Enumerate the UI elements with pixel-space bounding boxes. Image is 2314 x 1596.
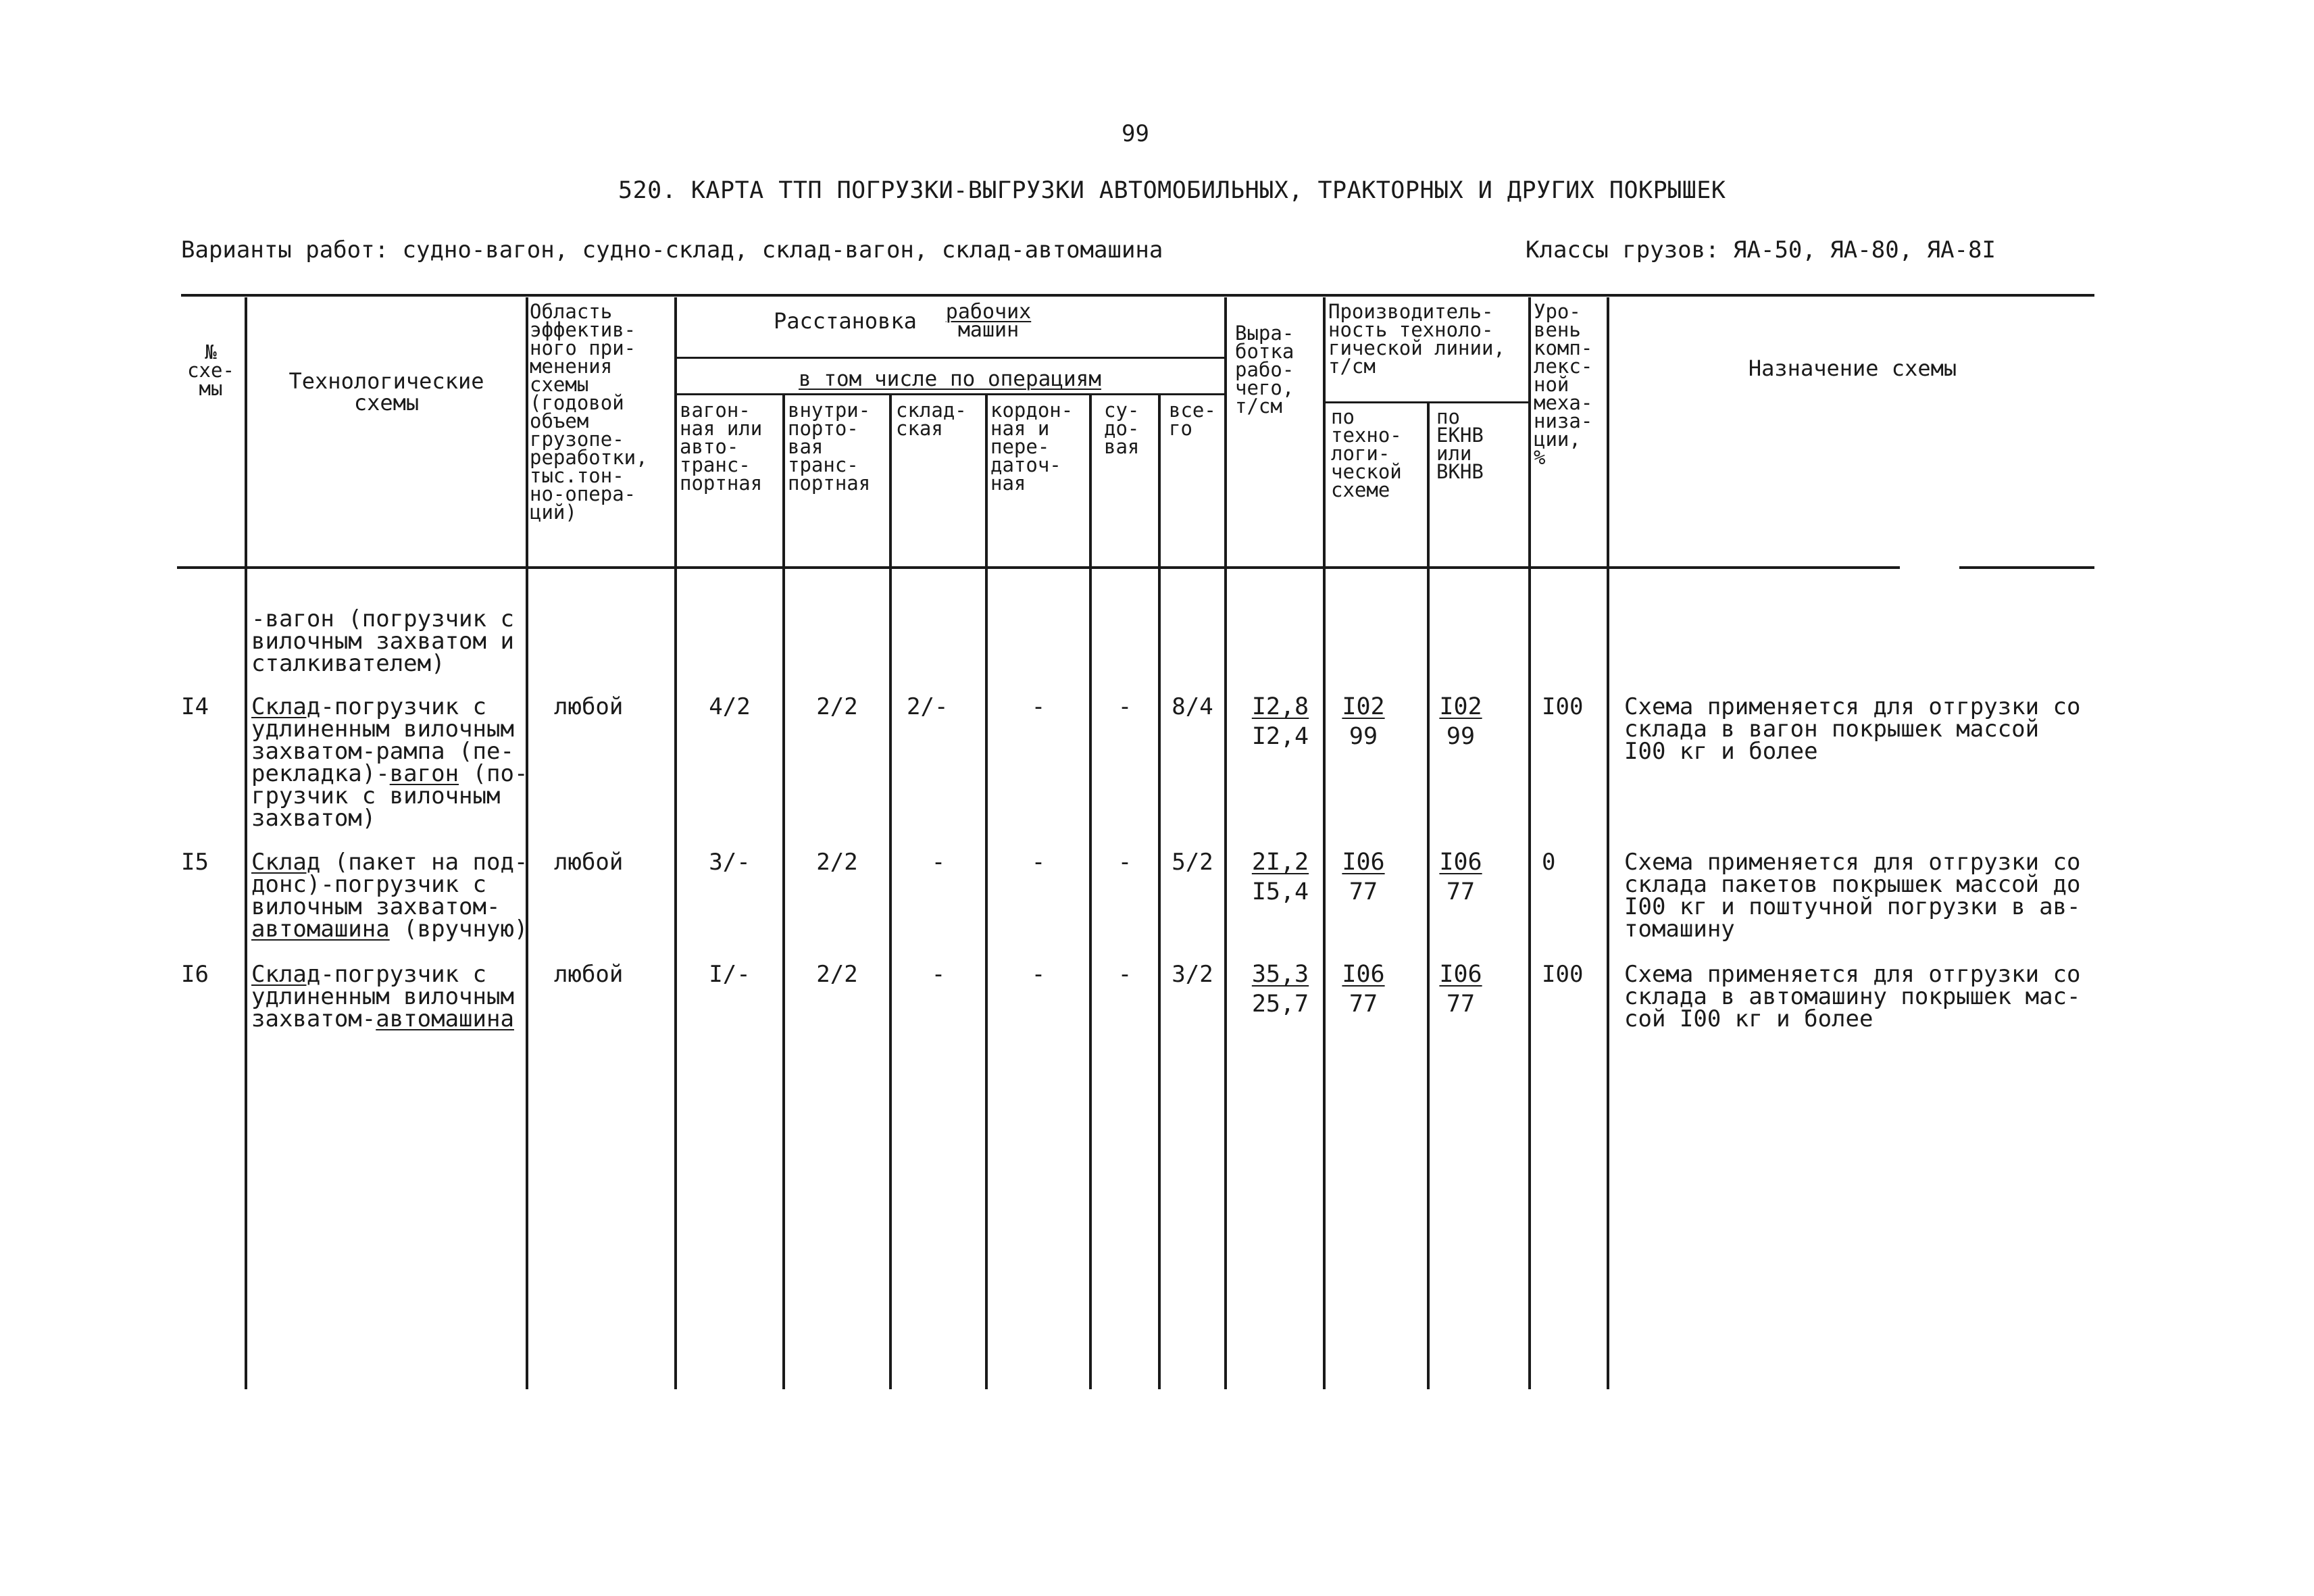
- row-scheme: Склад-погрузчик с удлиненным вилочным захватом-автомашина: [251, 961, 514, 1032]
- row-op-ship: -: [1117, 961, 1132, 988]
- row-op-inner: 2/2: [816, 849, 858, 876]
- col-divider-13: [1607, 297, 1609, 1389]
- row-level: 0: [1542, 849, 1556, 876]
- table-top-rule: [181, 294, 2094, 297]
- header-incl-ops: в том числе по операциям: [799, 367, 1101, 391]
- row-purpose: Схема применяется для отгрузки со склада в автомашину покрышек мас- сой I00 кг и более: [1624, 961, 2081, 1032]
- cargo-classes: Классы грузов: ЯА-50, ЯА-80, ЯА-8I: [1526, 236, 1996, 264]
- col-divider-6: [985, 395, 988, 1389]
- row-op-wagon: 3/-: [709, 849, 751, 876]
- header-placement-workers: рабочих машин: [945, 300, 1032, 342]
- row-op-kordon: -: [1031, 849, 1046, 876]
- row-prod-ekhnv: $\frac{I06}{77}$: [1439, 961, 1482, 1018]
- row-op-kordon: -: [1031, 961, 1046, 988]
- table-header-bottom-rule: [177, 566, 1900, 569]
- header-op-total: все- го: [1169, 399, 1216, 440]
- row-num: I5: [181, 849, 209, 876]
- header-output: Выра- ботка рабо- чего, т/см: [1235, 322, 1294, 418]
- row-scheme: Склад-погрузчик с удлиненным вилочным захватом-рампа (пе- рекладка)-вагон (по- грузчик с вилочным захватом): [251, 693, 528, 832]
- header-prod-ekhnv: по ЕКНВ или ВКНВ: [1436, 405, 1484, 483]
- header-op-kordon: кордон- ная и пере- даточ- ная: [990, 399, 1074, 495]
- col-divider-5: [889, 395, 892, 1389]
- header-op-ship: су- до- вая: [1104, 399, 1140, 458]
- row-op-warehouse: -: [931, 849, 946, 876]
- row-level: I00: [1542, 961, 1584, 988]
- col-divider-7: [1089, 395, 1092, 1389]
- row-area: любой: [554, 693, 624, 720]
- page-number: 99: [1122, 120, 1149, 147]
- header-op-wagon: вагон- ная или авто- транс- портная: [680, 399, 763, 495]
- row-op-ship: -: [1117, 849, 1132, 876]
- header-level: Уро- вень комп- лекс- ной меха- низа- ции, %: [1534, 300, 1593, 469]
- row-area: любой: [554, 961, 624, 988]
- ops-sub-rule: [676, 393, 1224, 395]
- row-prod-scheme: $\frac{I06}{77}$: [1342, 961, 1385, 1018]
- row-level: I00: [1542, 693, 1584, 720]
- table-header-bottom-rule-tail: [1959, 566, 2094, 569]
- row-op-warehouse: 2/-: [907, 693, 949, 720]
- col-divider-4: [782, 395, 785, 1389]
- page-title: 520. КАРТА ТТП ПОГРУЗКИ-ВЫГРУЗКИ АВТОМОБИЛЬНЫХ, ТРАКТОРНЫХ И ДРУГИХ ПОКРЫШЕК: [618, 177, 1726, 204]
- placement-sub-rule: [676, 357, 1224, 359]
- header-num: № схе- мы: [187, 341, 234, 400]
- header-productivity: Производитель- ность техноло- гической линии, т/см: [1328, 300, 1505, 378]
- col-divider-1: [245, 297, 247, 1389]
- header-placement: Расстановка: [774, 308, 917, 334]
- row-op-ship: -: [1117, 693, 1132, 720]
- row-prod-ekhnv: $\frac{I02}{99}$: [1439, 693, 1482, 750]
- row-op-total: 5/2: [1172, 849, 1213, 876]
- header-prod-scheme: по техно- логи- ческой схеме: [1331, 405, 1402, 501]
- row-op-inner: 2/2: [816, 961, 858, 988]
- col-divider-3: [674, 297, 677, 1389]
- row-prod-ekhnv: $\frac{I06}{77}$: [1439, 849, 1482, 905]
- row-op-total: 3/2: [1172, 961, 1213, 988]
- continued-text: -вагон (погрузчик с вилочным захватом и сталкивателем): [251, 605, 514, 677]
- row-output: $\frac{2I,2}{I5,4}$: [1251, 849, 1309, 905]
- work-variants: Варианты работ: судно-вагон, судно-склад, склад-вагон, склад-автомашина: [181, 236, 1163, 264]
- row-scheme: Склад (пакет на под- донс)-погрузчик с вилочным захватом- автомашина (вручную): [251, 849, 528, 943]
- row-purpose: Схема применяется для отгрузки со склада в вагон покрышек массой I00 кг и более: [1624, 693, 2081, 765]
- row-op-kordon: -: [1031, 693, 1046, 720]
- row-prod-scheme: $\frac{I02}{99}$: [1342, 693, 1385, 750]
- header-area: Область эффектив- ного при- менения схемы (годовой объем грузопе- реработки, тыс.тон- но-опера- ций): [530, 300, 648, 524]
- col-divider-9: [1224, 297, 1227, 1389]
- row-num: I6: [181, 961, 209, 988]
- row-op-inner: 2/2: [816, 693, 858, 720]
- row-area: любой: [554, 849, 624, 876]
- row-op-wagon: 4/2: [709, 693, 751, 720]
- header-op-inner: внутри- порто- вая транс- портная: [788, 399, 871, 495]
- row-output: $\frac{35,3}{25,7}$: [1251, 961, 1309, 1018]
- row-op-warehouse: -: [931, 961, 946, 988]
- header-tech-schemes: Технологические схемы: [288, 368, 484, 416]
- row-op-total: 8/4: [1172, 693, 1213, 720]
- header-purpose: Назначение схемы: [1748, 355, 1957, 381]
- header-op-warehouse: склад- ская: [896, 399, 967, 440]
- col-divider-10: [1323, 297, 1326, 1389]
- row-op-wagon: I/-: [709, 961, 751, 988]
- row-prod-scheme: $\frac{I06}{77}$: [1342, 849, 1385, 905]
- row-purpose: Схема применяется для отгрузки со склада пакетов покрышек массой до I00 кг и поштучной погрузки в ав- томашину: [1624, 849, 2081, 943]
- col-divider-8: [1158, 395, 1161, 1389]
- col-divider-12: [1528, 297, 1531, 1389]
- col-divider-2: [526, 297, 528, 1389]
- row-output: $\frac{I2,8}{I2,4}$: [1251, 693, 1309, 750]
- row-num: I4: [181, 693, 209, 720]
